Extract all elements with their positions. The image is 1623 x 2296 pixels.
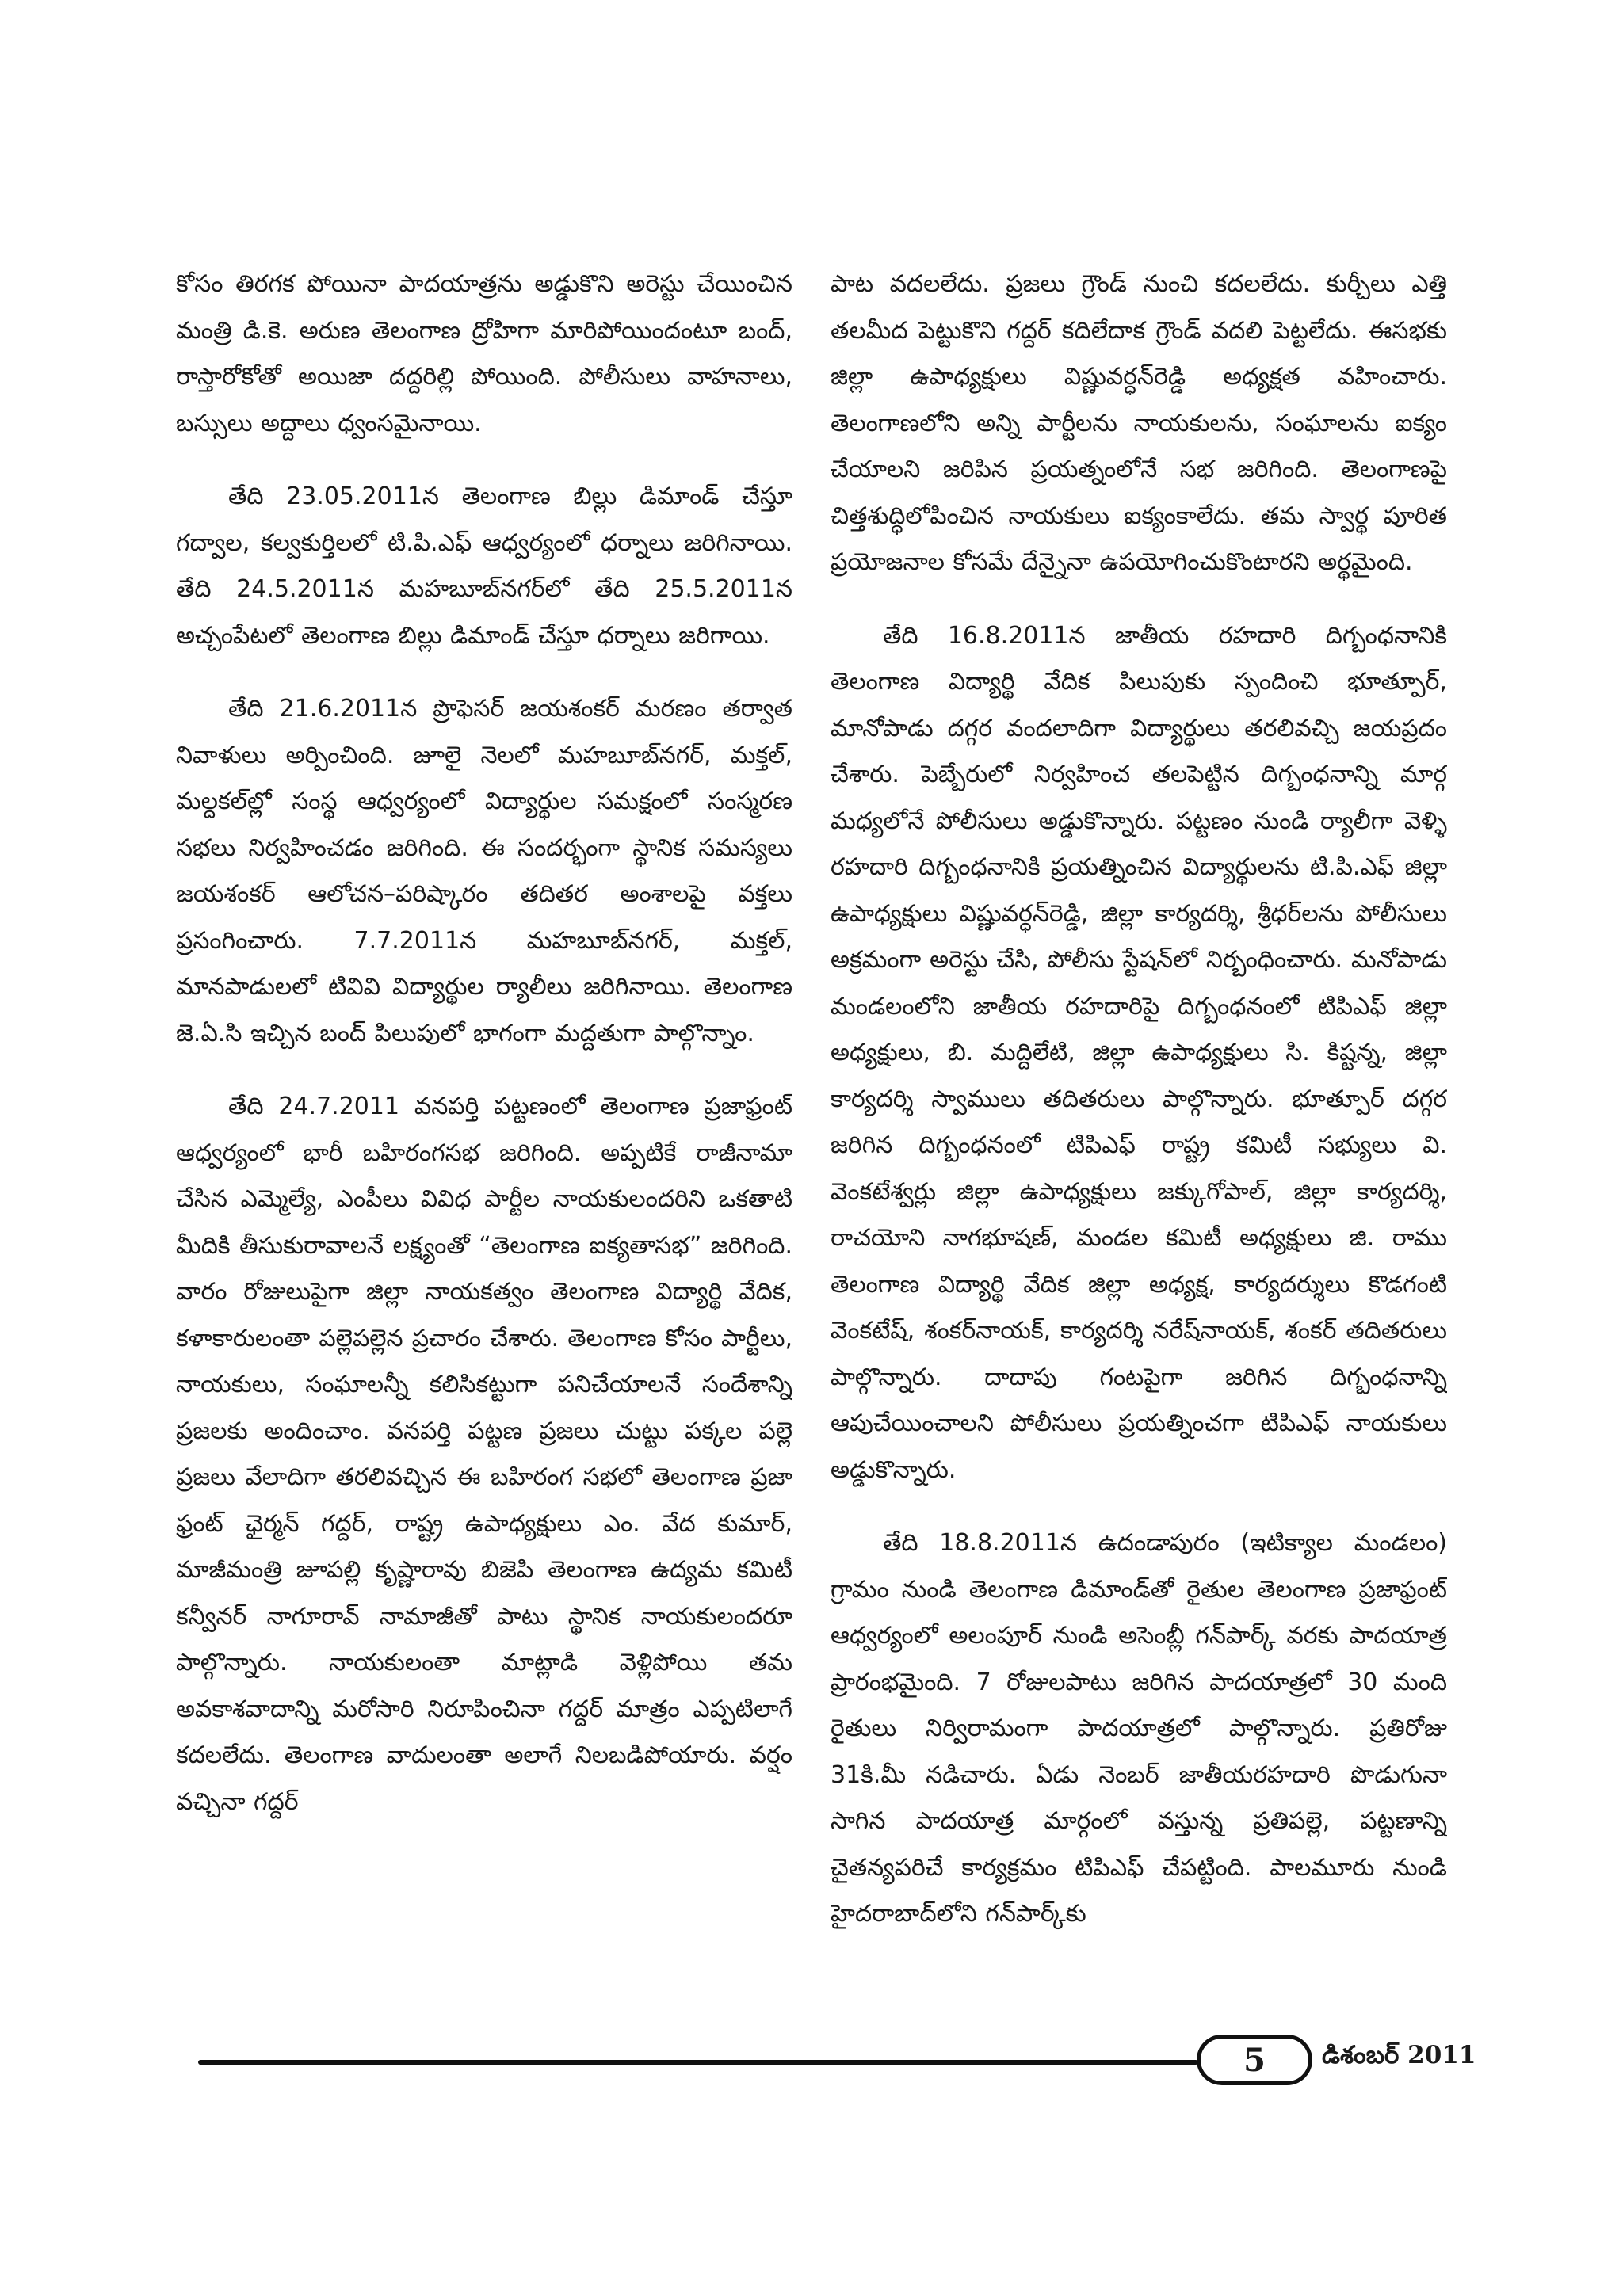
paragraph: తేది 16.8.2011న జాతీయ రహదారి దిగ్బంధనానికి తెలంగాణ విద్యార్థి వేదిక పిలుపుకు స్పందించి భూత్పూర్, మానోపాడు దగ్గర వందలాదిగా విద్యార్థులు తరలివచ్చి జయప్రదం చేశారు. పెబ్బేరులో నిర్వహించ తలపెట్టిన దిగ్బంధనాన్ని మార్గ మధ్యలోనే పోలీసులు అడ్డుకొన్నారు. పట్టణం నుండి ర్యాలీగా వెళ్ళి రహదారి దిగ్బంధనానికి ప్రయత్నించిన విద్యార్థులను టి.పి.ఎఫ్ జిల్లా ఉపాధ్యక్షులు విష్ణువర్ధన్‌రెడ్డి, జిల్లా కార్యదర్శి, శ్రీధర్‌లను పోలీసులు అక్రమంగా అరెస్టు చేసి, పోలీసు స్టేషన్‌లో నిర్బంధించారు. మనోపాడు మండలంలోని జాతీయ రహదారిపై దిగ్బంధనంలో టిపిఎఫ్ జిల్లా అధ్యక్షులు, బి. మద్దిలేటి, జిల్లా ఉపాధ్యక్షులు సి. కిష్టన్న, జిల్లా కార్యదర్శి స్వాములు తదితరులు పాల్గొన్నారు. భూత్పూర్ దగ్గర జరిగిన దిగ్బంధనంలో టిపిఎఫ్ రాష్ట్ర కమిటీ సభ్యులు వి. వెంకటేశ్వర్లు జిల్లా ఉపాధ్యక్షులు జక్కుగోపాల్, జిల్లా కార్యదర్శి, రాచయోని నాగభూషణ్, మండల కమిటీ అధ్యక్షులు జి. రాము తెలంగాణ విద్యార్థి వేదిక జిల్లా అధ్యక్ష, కార్యదర్శులు కొడగంటి వెంకటేష్, శంకర్‌నాయక్, కార్యదర్శి నరేష్‌నాయక్, శంకర్ తదితరులు పాల్గొన్నారు. దాదాపు గంటపైగా జరిగిన దిగ్బంధనాన్ని ఆపుచేయించాలని పోలీసులు ప్రయత్నించగా టిపిఎఫ్ నాయకులు అడ్డుకొన్నారు. [831,621,1447,1484]
left-column [176,261,792,1933]
page-number-badge [1197,2035,1312,2085]
paragraph: తేది 18.8.2011న ఉదండాపురం (ఇటిక్యాల మండలం) గ్రామం నుండి తెలంగాణ డిమాండ్‌తో రైతుల తెలంగాణ ప్రజాఫ్రంట్ ఆధ్వర్యంలో అలంపూర్ నుండి అసెంబ్లీ గన్‌పార్క్ వరకు పాదయాత్ర ప్రారంభమైంది. 7 రోజులపాటు జరిగిన పాదయాత్రలో 30 మంది రైతులు నిర్విరామంగా పాదయాత్రలో పాల్గొన్నారు. ప్రతిరోజు 31కి.మీ నడిచారు. ఏడు నెంబర్ జాతీయరహదారి పొడుగునా సాగిన పాదయాత్ర మార్గంలో వస్తున్న ప్రతిపల్లె, పట్టణాన్ని చైతన్యపరిచే కార్యక్రమం టిపిఎఫ్ చేపట్టింది. పాలమూరు నుండి హైదరాబాద్‌లోని గన్‌పార్క్‌కు [831,1529,1447,1928]
article-body [176,261,1447,1933]
right-column [831,261,1447,1933]
page-number: 5 [1243,2041,1266,2079]
paragraph: తేది 24.7.2011 వనపర్తి పట్టణంలో తెలంగాణ ప్రజాఫ్రంట్ ఆధ్వర్యంలో భారీ బహిరంగసభ జరిగింది. అప్పటికే రాజీనామా చేసిన ఎమ్మెల్యే, ఎంపీలు వివిధ పార్టీల నాయకులందరిని ఒకతాటి మీదికి తీసుకురావాలనే లక్ష్యంతో “తెలంగాణ ఐక్యతాసభ” జరిగింది. వారం రోజులుపైగా జిల్లా నాయకత్వం తెలంగాణ విద్యార్థి వేదిక, కళాకారులంతా పల్లెపల్లెన ప్రచారం చేశారు. తెలంగాణ కోసం పార్టీలు, నాయకులు, సంఘాలన్నీ కలిసికట్టుగా పనిచేయాలనే సందేశాన్ని ప్రజలకు అందించాం. వనపర్తి పట్టణ ప్రజలు చుట్టు పక్కల పల్లె ప్రజలు వేలాదిగా తరలివచ్చిన ఈ బహిరంగ సభలో తెలంగాణ ప్రజా ఫ్రంట్ ఛైర్మన్ గద్దర్, రాష్ట్ర ఉపాధ్యక్షులు ఎం. వేద కుమార్, మాజీమంత్రి జూపల్లి కృష్ణారావు బిజెపి తెలంగాణ ఉద్యమ కమిటీ కన్వీనర్ నాగూరావ్ నామాజీతో పాటు స్థానిక నాయకులందరూ పాల్గొన్నారు. నాయకులంతా మాట్లాడి వెళ్లిపోయి తమ అవకాశవాదాన్ని మరోసారి నిరూపించినా గద్దర్ మాత్రం ఎప్పటిలాగే కదలలేదు. తెలంగాణ వాదులంతా అలాగే నిలబడిపోయారు. వర్షం వచ్చినా గద్దర్ [176,1093,792,1816]
paragraph: తేది 23.05.2011న తెలంగాణ బిల్లు డిమాండ్ చేస్తూ గద్వాల, కల్వకుర్తిలలో టి.పి.ఎఫ్ ఆధ్వర్యంలో ధర్నాలు జరిగినాయి. తేది 24.5.2011న మహబూబ్‌నగర్‌లో తేది 25.5.2011న అచ్చంపేటలో తెలంగాణ బిల్లు డిమాండ్ చేస్తూ ధర్నాలు జరిగాయి. [176,482,792,650]
paragraph: పాట వదలలేదు. ప్రజలు గ్రౌండ్ నుంచి కదలలేదు. కుర్చీలు ఎత్తి తలమీద పెట్టుకొని గద్దర్ కదిలేదాక గ్రౌండ్ వదలి పెట్టలేదు. ఈసభకు జిల్లా ఉపాధ్యక్షులు విష్ణువర్ధన్‌రెడ్డి అధ్యక్షత వహించారు. తెలంగాణలోని అన్ని పార్టీలను నాయకులను, సంఘాలను ఐక్యం చేయాలని జరిపిన ప్రయత్నంలోనే సభ జరిగింది. తెలంగాణపై చిత్తశుద్ధిలోపించిన నాయకులు ఐక్యంకాలేదు. తమ స్వార్థ పూరిత ప్రయోజనాల కోసమే దేన్నైనా ఉపయోగించుకొంటారని అర్థమైంది. [831,270,1447,576]
paragraph: తేది 21.6.2011న ప్రొఫెసర్ జయశంకర్ మరణం తర్వాత నివాళులు అర్పించింది. జూలై నెలలో మహబూబ్‌నగర్, మక్తల్, మల్దకల్‌ల్లో సంస్థ ఆధ్వర్యంలో విద్యార్థుల సమక్షంలో సంస్మరణ సభలు నిర్వహించడం జరిగింది. ఈ సందర్భంగా స్థానిక సమస్యలు జయశంకర్ ఆలోచన–పరిష్కారం తదితర అంశాలపై వక్తలు ప్రసంగించారు. 7.7.2011న మహబూబ్‌నగర్, మక్తల్, మానపాడులలో టివివి విద్యార్థుల ర్యాలీలు జరిగినాయి. తెలంగాణ జె.ఏ.సి ఇచ్చిన బంద్ పిలుపులో భాగంగా మద్దతుగా పాల్గొన్నాం. [176,695,792,1047]
footer-rule [198,2060,1198,2065]
paragraph: కోసం తిరగక పోయినా పాదయాత్రను అడ్డుకొని అరెస్టు చేయించిన మంత్రి డి.కె. అరుణ తెలంగాణ ద్రోహిగా మారిపోయిందంటూ బంద్, రాస్తారోకోతో అయిజా దద్దరిల్లి పోయింది. పోలీసులు వాహనాలు, బస్సులు అద్దాలు ధ్వంసమైనాయి. [176,270,792,437]
page-footer [0,2030,1623,2101]
issue-date: డిశంబర్ 2011 [1322,2041,1476,2069]
